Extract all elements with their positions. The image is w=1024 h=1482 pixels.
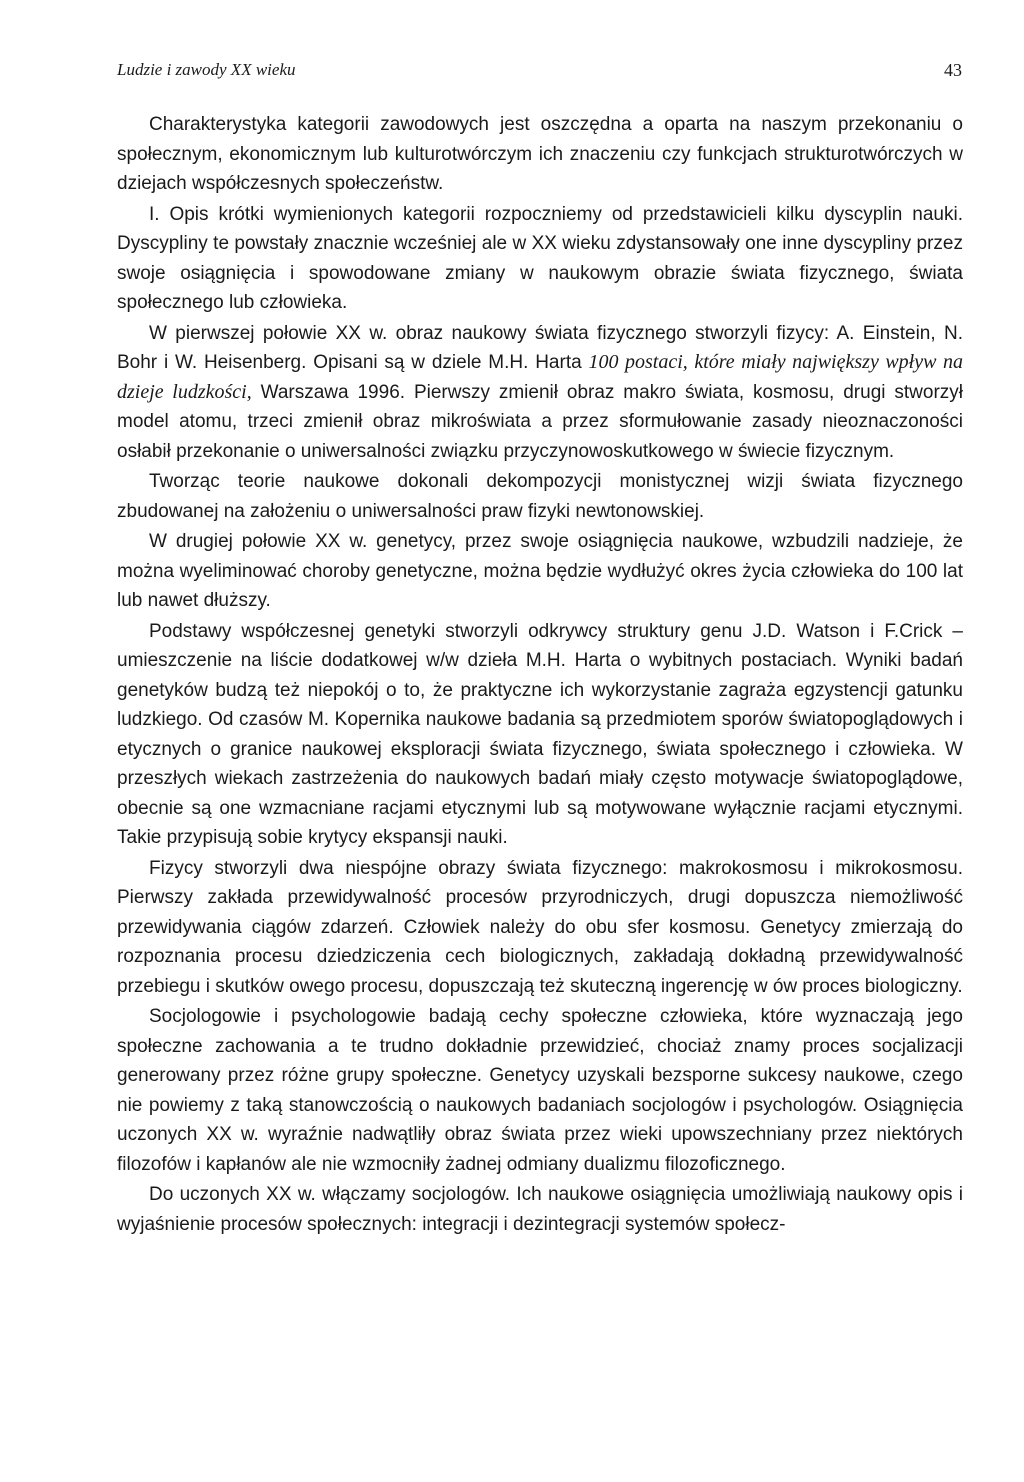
body-text — [117, 110, 963, 1240]
paragraph — [117, 319, 963, 467]
paragraph: Socjologowie i psychologowie badają cechy społeczne człowieka, które wyznaczają jego społeczne zachowania a te trudno dokładnie przewidzieć, chociaż znamy proces socjalizacji generowany przez różne grupy społeczne. Genetycy uzyskali bezsporne sukcesy naukowe, czego nie powiemy z taką stanowczością o naukowych badaniach socjologów i psychologów. Osiągnięcia uczonych XX w. wyraźnie nadwątliły obraz świata przez wieki upowszechniany przez niektórych filozofów i kapłanów ale nie wzmocniły żadnej odmiany dualizmu filozoficznego. — [117, 1006, 963, 1175]
book-title-italic: 100 postaci, które miały największy wpływ na dzieje ludzkości, — [117, 351, 963, 403]
paragraph: Fizycy stworzyli dwa niespójne obrazy świata fizycznego: makrokosmosu i mikrokosmosu. Pierwszy zakłada przewidywalność procesów przyrodniczych, drugi dopuszcza niemożliwość przewidywania ciągów zdarzeń. Człowiek należy do obu sfer kosmosu. Genetycy zmierzają do rozpoznania procesu dziedziczenia cech biologicznych, zakładają dokładną przewidywalność przebiegu i skutków owego procesu, dopuszczają też skuteczną ingerencję w ów proces biologiczny. — [117, 857, 963, 997]
page-header — [117, 60, 962, 88]
paragraph: Charakterystyka kategorii zawodowych jest oszczędna a oparta na naszym przekonaniu o społecznym, ekonomicznym lub kulturotwórczym ich znaczeniu czy funkcjach strukturotwórczych w dziejach współczesnych społeczeństw. — [117, 114, 963, 194]
page-number: 43 — [944, 60, 962, 80]
running-title: Ludzie i zawody XX wieku — [117, 60, 296, 79]
paragraph: Tworząc teorie naukowe dokonali dekompozycji monistycznej wizji świata fizycznego zbudowanej na założeniu o uniwersalności praw fizyki newtonowskiej. — [117, 471, 963, 522]
paragraph: W drugiej połowie XX w. genetycy, przez swoje osiągnięcia naukowe, wzbudzili nadzieje, że można wyeliminować choroby genetyczne, można będzie wydłużyć okres życia człowieka do 100 lat lub nawet dłuższy. — [117, 531, 963, 611]
paragraph: Do uczonych XX w. włączamy socjologów. Ich naukowe osiągnięcia umożliwiają naukowy opis i wyjaśnienie procesów społecznych: integracji i dezintegracji systemów społecz- — [117, 1184, 963, 1235]
paragraph: I. Opis krótki wymienionych kategorii rozpoczniemy od przedstawicieli kilku dyscyplin nauki. Dyscypliny te powstały znacznie wcześniej ale w XX wieku zdystansowały one inne dyscypliny przez swoje osiągnięcia i spowodowane zmiany w naukowym obrazie świata fizycznego, świata społecznego lub człowieka. — [117, 203, 963, 313]
paragraph-text: Warszawa 1996. Pierwszy zmienił obraz makro świata, kosmosu, drugi stworzył model atomu, trzeci zmienił obraz mikroświata a przez sformułowanie zasady nieoznaczoności osłabił przekonanie o uniwersalności związku przyczynowoskutkowego w świecie fizycznym. — [117, 381, 963, 462]
paragraph: Podstawy współczesnej genetyki stworzyli odkrywcy struktury genu J.D. Watson i F.Crick – umieszczenie na liście dodatkowej w/w dzieła M.H. Harta o wybitnych postaciach. Wyniki badań genetyków budzą też niepokój o to, że praktyczne ich wykorzystanie zagraża egzystencji gatunku ludzkiego. Od czasów M. Kopernika naukowe badania są przedmiotem sporów światopoglądowych i etycznych o granice naukowej eksploracji świata fizycznego, świata społecznego i człowieka. W przeszłych wiekach zastrzeżenia do naukowych badań miały często motywacje światopoglądowe, obecnie są one wzmacniane racjami etycznymi lub są motywowane wyłącznie racjami etycznymi. Takie przypisują sobie krytycy ekspansji nauki. — [117, 620, 963, 848]
paragraph-text: W pierwszej połowie XX w. obraz naukowy świata fizycznego stworzyli fizycy: A. Einstein, N. Bohr i W. Heisenberg. Opisani są w dziele M.H. Harta — [117, 322, 963, 373]
